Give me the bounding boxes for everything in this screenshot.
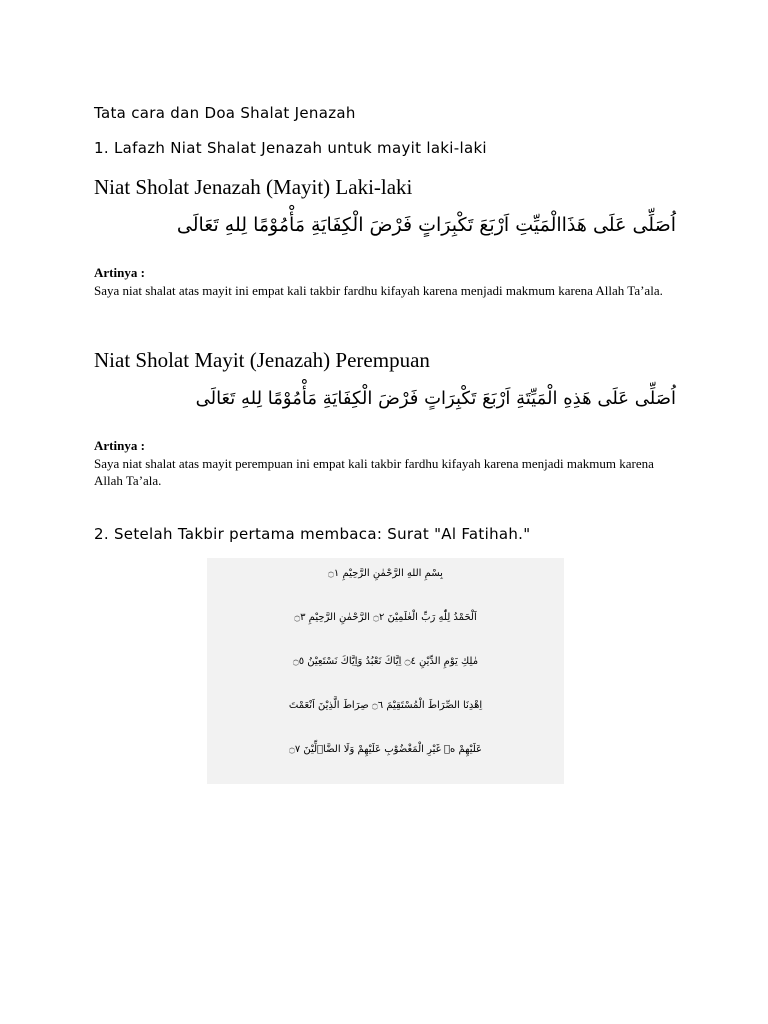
fatihah-line: مٰلِكِ يَوْمِ الدِّيْنِ ۝٤ اِيَّاكَ نَعْبُدُ وَاِيَّاكَ نَسْتَعِيْنُ ۝٥ xyxy=(292,656,479,667)
meaning-label-female: Artinya : xyxy=(94,438,145,453)
meaning-label-male: Artinya : xyxy=(94,265,145,280)
step-2-text: 2. Setelah Takbir pertama membaca: Surat "Al Fatihah." xyxy=(94,525,531,543)
al-fatihah-image xyxy=(207,558,564,784)
meaning-text-male: Saya niat shalat atas mayit ini empat kali takbir fardhu kifayah karena menjadi makmum karena Allah Ta’ala. xyxy=(94,283,663,298)
document-title: Tata cara dan Doa Shalat Jenazah xyxy=(94,104,356,122)
heading-male: Niat Sholat Jenazah (Mayit) Laki-laki xyxy=(94,175,413,199)
step-1-text: 1. Lafazh Niat Shalat Jenazah untuk mayit laki-laki xyxy=(94,139,487,157)
heading-female: Niat Sholat Mayit (Jenazah) Perempuan xyxy=(94,348,430,372)
arabic-niat-female: اُصَلِّى عَلَى هَذِهِ الْمَيِّتَةِ اَرْبَعَ تَكْبِرَاتٍ فَرْضَ الْكِفَايَةِ مَأْمُوْمًا لِلهِ تَعَالَى xyxy=(195,388,676,409)
fatihah-line: بِسْمِ اللهِ الرَّحْمٰنِ الرَّحِيْمِ ۝١ xyxy=(328,568,443,579)
fatihah-line: عَلَيْهِمْ ەۙ غَيْرِ الْمَغْضُوْبِ عَلَيْهِمْ وَلَا الضَّاۤلِّيْنَ ۝٧ xyxy=(288,744,483,755)
fatihah-line: اِهْدِنَا الصِّرَاطَ الْمُسْتَقِيْمَ ۝٦ صِرَاطَ الَّذِيْنَ اَنْعَمْتَ xyxy=(288,700,483,711)
fatihah-line: اَلْحَمْدُ لِلّٰهِ رَبِّ الْعٰلَمِيْنَ ۝٢ الرَّحْمٰنِ الرَّحِيْمِ ۝٣ xyxy=(294,612,477,623)
meaning-text-female: Saya niat shalat atas mayit perempuan ini empat kali takbir fardhu kifayah karena menjadi makmum karena Allah Ta’ala. xyxy=(94,456,654,488)
arabic-niat-male: اُصَلِّى عَلَى هَذَاالْمَيِّتِ اَرْبَعَ تَكْبِرَاتٍ فَرْضَ الْكِفَايَةِ مَأْمُوْمًا لِلهِ تَعَالَى xyxy=(176,214,676,236)
